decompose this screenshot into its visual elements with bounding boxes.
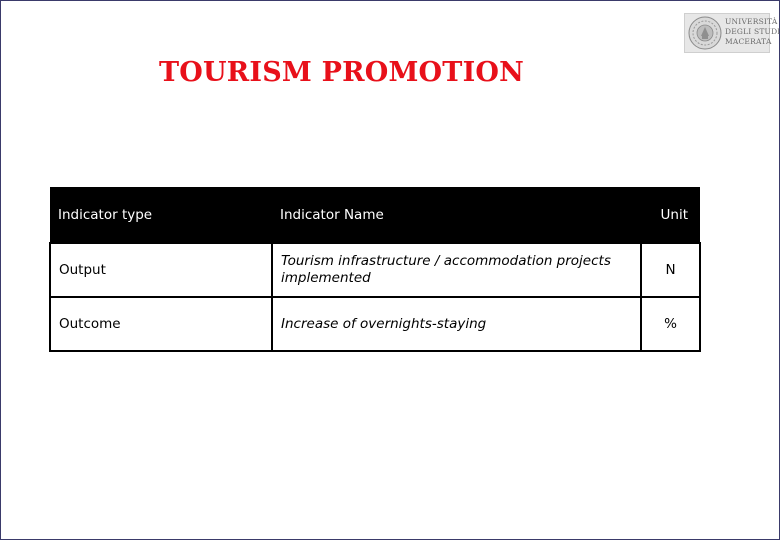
header-indicator-name: Indicator Name [280, 206, 384, 223]
indicator-table [49, 187, 701, 352]
cell-indicator-type: Output [50, 243, 272, 297]
table-row [50, 297, 700, 351]
slide-title: TOURISM PROMOTION [159, 57, 524, 88]
cell-indicator-name: Increase of overnights-staying [272, 297, 641, 351]
logo-wordmark: UNIVERSITÀ DEGLI STUDI MACERATA [725, 17, 780, 46]
cell-indicator-type: Outcome [50, 297, 272, 351]
table-row [50, 243, 700, 297]
university-logo [684, 13, 780, 53]
header-indicator-type: Indicator type [58, 206, 153, 223]
cell-unit: % [641, 297, 700, 351]
header-unit: Unit [660, 206, 688, 223]
cell-unit: N [641, 243, 700, 297]
table-header-row [50, 187, 700, 243]
cell-indicator-name: Tourism infrastructure / accommodation projects implemented [272, 243, 641, 297]
seal-icon [688, 16, 722, 50]
